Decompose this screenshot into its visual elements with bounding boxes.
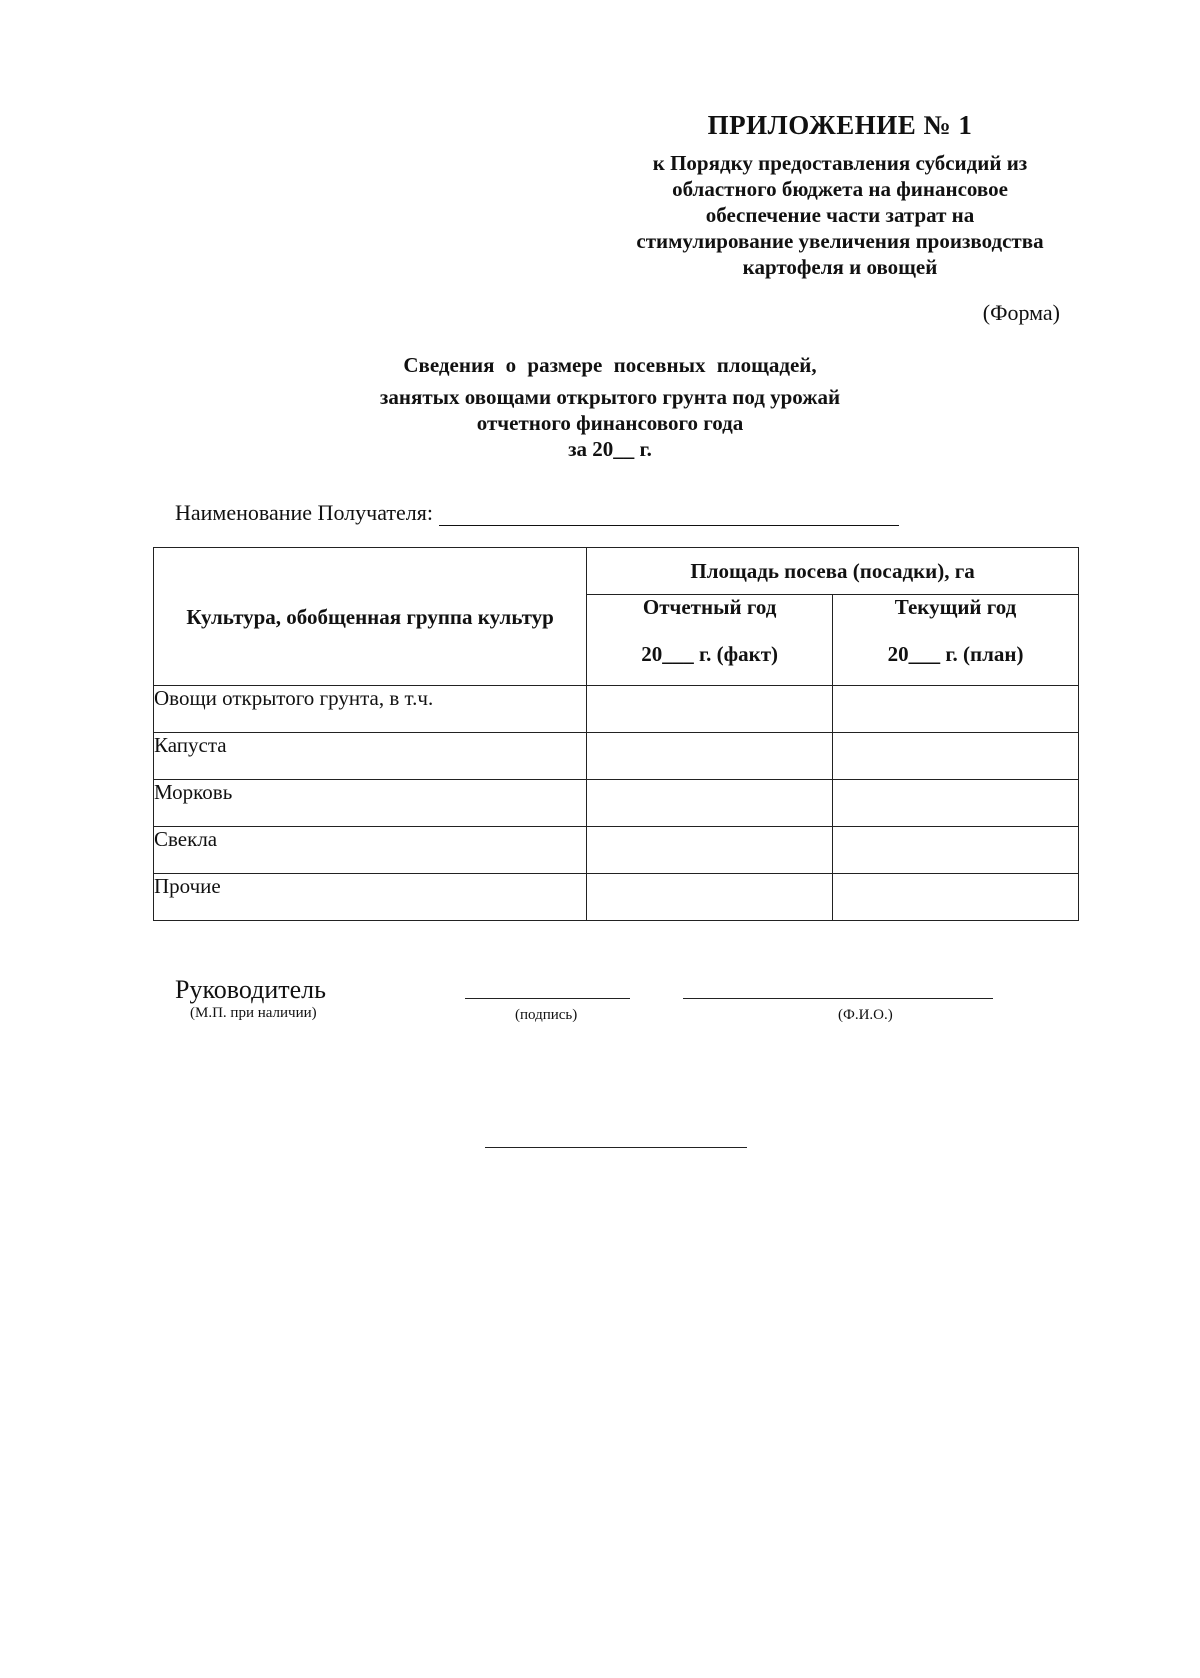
current-year-header xyxy=(833,595,1079,686)
document-title-line: занятых овощами открытого грунта под урожай xyxy=(379,385,841,409)
appendix-subtitle-line: областного бюджета на финансовое xyxy=(672,177,1008,201)
current-year-subtitle: 20___ г. (план) xyxy=(887,642,1024,666)
appendix-subtitle-line: стимулирование увеличения производства xyxy=(636,229,1044,253)
appendix-subtitle xyxy=(580,150,1100,280)
appendix-subtitle-line: к Порядку предоставления субсидий из xyxy=(652,151,1028,175)
crop-column-header: Культура, обобщенная группа культур xyxy=(154,548,587,686)
area-column-header: Площадь посева (посадки), га xyxy=(587,548,1079,595)
table-row xyxy=(154,686,1079,733)
recipient-name-field[interactable] xyxy=(439,503,899,526)
reported-year-subtitle: 20___ г. (факт) xyxy=(641,642,779,666)
document-title-line: Сведения о размере посевных площадей, xyxy=(403,353,817,377)
reported-year-header xyxy=(587,595,833,686)
row-name: Овощи открытого грунта, в т.ч. xyxy=(154,686,587,733)
table-row xyxy=(154,733,1079,780)
row-name: Капуста xyxy=(154,733,587,780)
document-title-line: отчетного финансового года xyxy=(476,411,744,435)
reported-area-cell[interactable] xyxy=(587,827,833,874)
appendix-subtitle-line: обеспечение части затрат на xyxy=(705,203,975,227)
row-name: Морковь xyxy=(154,780,587,827)
current-area-cell[interactable] xyxy=(833,874,1079,921)
full-name-caption: (Ф.И.О.) xyxy=(838,1007,893,1023)
document-title-line: за 20__ г. xyxy=(568,437,652,461)
current-area-cell[interactable] xyxy=(833,780,1079,827)
current-area-cell[interactable] xyxy=(833,686,1079,733)
table-row xyxy=(154,827,1079,874)
recipient-label: Наименование Получателя: xyxy=(175,500,433,525)
head-label: Руководитель xyxy=(175,975,326,1004)
table-row xyxy=(154,874,1079,921)
reported-area-cell[interactable] xyxy=(587,780,833,827)
reported-year-title: Отчетный год xyxy=(642,595,777,619)
signature-line[interactable] xyxy=(465,998,630,999)
current-year-title: Текущий год xyxy=(894,595,1017,619)
reported-area-cell[interactable] xyxy=(587,733,833,780)
full-name-line[interactable] xyxy=(683,998,993,999)
document-title xyxy=(330,352,890,462)
closing-divider xyxy=(485,1147,747,1148)
table-row xyxy=(154,780,1079,827)
sowing-area-table xyxy=(153,547,1079,921)
appendix-title: ПРИЛОЖЕНИЕ № 1 xyxy=(707,110,973,140)
current-area-cell[interactable] xyxy=(833,733,1079,780)
reported-area-cell[interactable] xyxy=(587,874,833,921)
table-header-row xyxy=(154,548,1079,595)
row-name: Прочие xyxy=(154,874,587,921)
reported-area-cell[interactable] xyxy=(587,686,833,733)
row-name: Свекла xyxy=(154,827,587,874)
stamp-note: (М.П. при наличии) xyxy=(190,1005,317,1021)
current-area-cell[interactable] xyxy=(833,827,1079,874)
recipient-row xyxy=(175,500,899,526)
signature-caption: (подпись) xyxy=(515,1007,578,1023)
appendix-subtitle-line: картофеля и овощей xyxy=(742,255,938,279)
form-label: (Форма) xyxy=(982,300,1060,325)
